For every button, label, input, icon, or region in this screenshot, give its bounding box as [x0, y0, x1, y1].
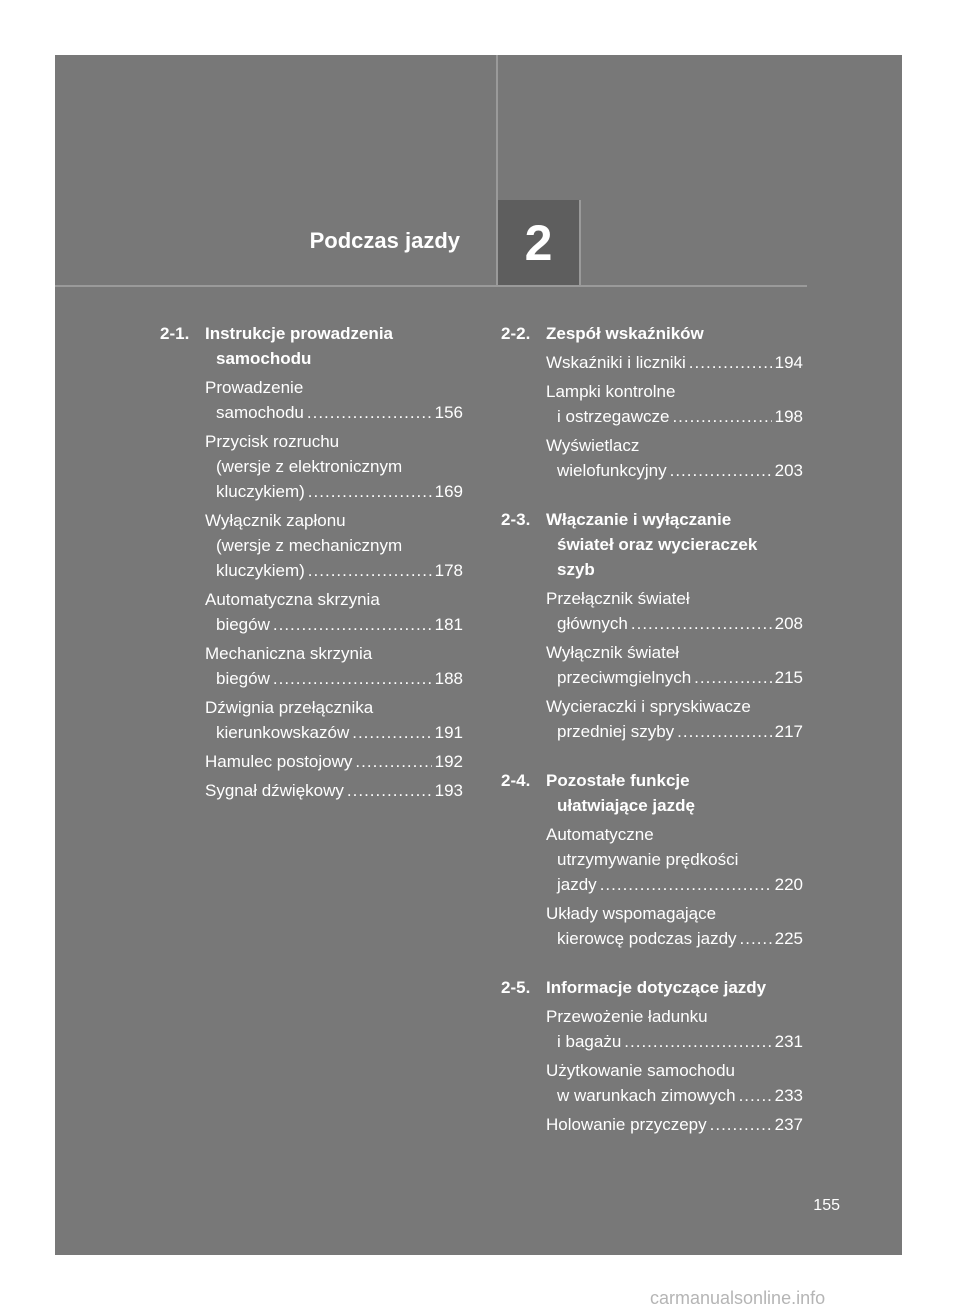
toc-entry[interactable]: [546, 1112, 803, 1137]
toc-entry-line: (wersje z elektronicznym: [216, 457, 403, 476]
toc-entry-page: 178: [434, 561, 463, 580]
toc-entry-leader-line: [546, 1112, 803, 1137]
toc-entry[interactable]: [546, 350, 803, 375]
toc-entry-page: 231: [774, 1032, 803, 1051]
toc-section-heading: [501, 975, 803, 1000]
section-title-line: świateł oraz wycieraczek: [557, 535, 758, 554]
dot-leader: [308, 479, 432, 504]
dot-leader: [273, 666, 432, 691]
dot-leader: [677, 719, 771, 744]
section-number: 2-5.: [501, 978, 531, 997]
toc-entry-page: 203: [774, 461, 803, 480]
toc-entry-line: Automatyczna skrzynia: [205, 590, 380, 609]
toc-entry[interactable]: [546, 1058, 803, 1108]
toc-entry-leader-line: [546, 872, 803, 897]
dot-leader: [694, 665, 771, 690]
toc-entry-leader-line: [205, 558, 463, 583]
toc-entry-line: Przycisk rozruchu: [205, 432, 340, 451]
toc-entry-leader-line: [546, 1029, 803, 1054]
chapter-title: Podczas jazdy: [309, 228, 460, 253]
dot-leader: [689, 350, 772, 375]
toc-column-left: [160, 321, 463, 803]
toc-entry-line: Przewożenie ładunku: [546, 1007, 708, 1026]
dot-leader: [672, 404, 771, 429]
toc-entry-page: 220: [774, 875, 803, 894]
section-title: [205, 321, 463, 371]
toc-section-heading: [501, 321, 803, 346]
section-title-line: Informacje dotyczące jazdy: [546, 978, 767, 997]
watermark: carmanualsonline.info: [650, 1288, 826, 1308]
toc-entry-leader-line: [205, 479, 463, 504]
toc-entry-text: kluczykiem): [216, 482, 305, 501]
section-title: [546, 768, 803, 818]
toc-entry-leader-line: [205, 749, 463, 774]
toc-entry-text: przedniej szyby: [557, 722, 675, 741]
toc-entry-line: Wyłącznik świateł: [546, 643, 680, 662]
toc-entry-leader-line: [546, 458, 803, 483]
toc-entry-leader-line: [205, 666, 463, 691]
section-title-line: ułatwiające jazdę: [557, 796, 695, 815]
toc-entry-page: 192: [434, 752, 463, 771]
toc-entry-text: w warunkach zimowych: [557, 1086, 736, 1105]
section-spacer: [501, 744, 803, 768]
toc-entry[interactable]: [205, 695, 463, 745]
dot-leader: [740, 926, 772, 951]
toc-entry[interactable]: [205, 375, 463, 425]
toc-entry-page: 194: [774, 353, 803, 372]
toc-entry[interactable]: [546, 822, 803, 897]
section-title: [546, 321, 803, 346]
section-number: 2-1.: [160, 324, 190, 343]
toc-entry[interactable]: [205, 508, 463, 583]
dot-leader: [739, 1083, 772, 1108]
toc-entry-leader-line: [546, 1083, 803, 1108]
toc-entry-leader-line: [546, 926, 803, 951]
toc-entry-text: Wskaźniki i liczniki: [546, 353, 686, 372]
toc-entry-leader-line: [546, 719, 803, 744]
toc-entry[interactable]: [546, 379, 803, 429]
toc-entry-page: 181: [434, 615, 463, 634]
section-title-line: Pozostałe funkcje: [546, 771, 690, 790]
toc-entry-text: jazdy: [557, 875, 597, 894]
toc-entry-text: wielofunkcyjny: [557, 461, 667, 480]
toc-entry[interactable]: [546, 433, 803, 483]
section-number: 2-2.: [501, 324, 531, 343]
toc-entry-line: Prowadzenie: [205, 378, 304, 397]
toc-entry[interactable]: [205, 641, 463, 691]
section-title-line: Zespół wskaźników: [546, 324, 704, 343]
toc-entry-leader-line: [205, 400, 463, 425]
toc-entry-line: Mechaniczna skrzynia: [205, 644, 373, 663]
toc-entry-leader-line: [205, 720, 463, 745]
toc-entry-text: Sygnał dźwiękowy: [205, 781, 344, 800]
toc-entry-text: Holowanie przyczepy: [546, 1115, 707, 1134]
toc-entry-line: Układy wspomagające: [546, 904, 717, 923]
dot-leader: [624, 1029, 771, 1054]
toc-entry-leader-line: [546, 665, 803, 690]
section-spacer: [501, 483, 803, 507]
section-number: 2-3.: [501, 510, 531, 529]
toc-entry[interactable]: [546, 1004, 803, 1054]
toc-entry-line: Lampki kontrolne: [546, 382, 676, 401]
toc-entry[interactable]: [546, 586, 803, 636]
toc-entry-page: 193: [434, 781, 463, 800]
toc-entry-leader-line: [546, 611, 803, 636]
toc-entry-page: 191: [434, 723, 463, 742]
toc-entry-text: kierunkowskazów: [216, 723, 350, 742]
toc-entry-line: Przełącznik świateł: [546, 589, 690, 608]
toc-entry-text: biegów: [216, 615, 270, 634]
section-title-line: samochodu: [216, 349, 312, 368]
section-spacer: [501, 951, 803, 975]
section-title-line: szyb: [557, 560, 595, 579]
dot-leader: [600, 872, 772, 897]
dot-leader: [352, 720, 431, 745]
toc-entry-leader-line: [205, 778, 463, 803]
toc-entry-text: głównych: [557, 614, 628, 633]
toc-entry-text: kluczykiem): [216, 561, 305, 580]
header-horizontal-rule: [55, 285, 807, 287]
dot-leader: [710, 1112, 772, 1137]
toc-entry-page: 237: [774, 1115, 803, 1134]
toc-entry-text: samochodu: [216, 403, 304, 422]
toc-column-right: [501, 321, 803, 1137]
toc-entry[interactable]: [205, 587, 463, 637]
toc-entry-line: Wyłącznik zapłonu: [205, 511, 346, 530]
section-title: [546, 507, 803, 582]
toc-entry-text: przeciwmgielnych: [557, 668, 692, 687]
dot-leader: [307, 400, 432, 425]
toc-section-heading: [501, 768, 803, 818]
toc-section-heading: [501, 507, 803, 582]
section-title: [546, 975, 803, 1000]
toc-entry-line: utrzymywanie prędkości: [557, 850, 739, 869]
dot-leader: [308, 558, 432, 583]
toc-entry-leader-line: [205, 612, 463, 637]
chapter-number-badge: [498, 200, 581, 285]
dot-leader: [347, 778, 432, 803]
section-title-line: Instrukcje prowadzenia: [205, 324, 393, 343]
toc-entry[interactable]: [546, 694, 803, 744]
toc-entry-page: 156: [434, 403, 463, 422]
toc-entry-page: 169: [434, 482, 463, 501]
toc-entry-page: 217: [774, 722, 803, 741]
toc-entry-page: 188: [434, 669, 463, 688]
page-number: 155: [813, 1197, 840, 1214]
dot-leader: [355, 749, 431, 774]
toc-entry[interactable]: [546, 640, 803, 690]
dot-leader: [670, 458, 772, 483]
chapter-number: 2: [524, 214, 553, 271]
toc-entry[interactable]: [546, 901, 803, 951]
toc-entry-leader-line: [546, 350, 803, 375]
toc-entry-line: Dźwignia przełącznika: [205, 698, 374, 717]
toc-entry-text: Hamulec postojowy: [205, 752, 353, 771]
section-number: 2-4.: [501, 771, 531, 790]
toc-entry-line: Wycieraczki i spryskiwacze: [546, 697, 751, 716]
section-title-line: Włączanie i wyłączanie: [546, 510, 732, 529]
toc-entry-text: kierowcę podczas jazdy: [557, 929, 737, 948]
dot-leader: [631, 611, 772, 636]
toc-entry[interactable]: [205, 749, 463, 774]
toc-entry-leader-line: [546, 404, 803, 429]
toc-entry-page: 198: [774, 407, 803, 426]
toc-entry-line: Użytkowanie samochodu: [546, 1061, 735, 1080]
toc-entry-text: biegów: [216, 669, 270, 688]
toc-entry[interactable]: [205, 778, 463, 803]
toc-entry-line: Wyświetlacz: [546, 436, 640, 455]
toc-entry-line: Automatyczne: [546, 825, 654, 844]
toc-entry-page: 225: [774, 929, 803, 948]
toc-entry[interactable]: [205, 429, 463, 504]
toc-entry-page: 215: [774, 668, 803, 687]
toc-entry-page: 233: [774, 1086, 803, 1105]
toc-entry-line: (wersje z mechanicznym: [216, 536, 403, 555]
dot-leader: [273, 612, 432, 637]
toc-entry-text: i bagażu: [557, 1032, 622, 1051]
toc-entry-text: i ostrzegawcze: [557, 407, 670, 426]
toc-section-heading: [160, 321, 463, 371]
toc-entry-page: 208: [774, 614, 803, 633]
